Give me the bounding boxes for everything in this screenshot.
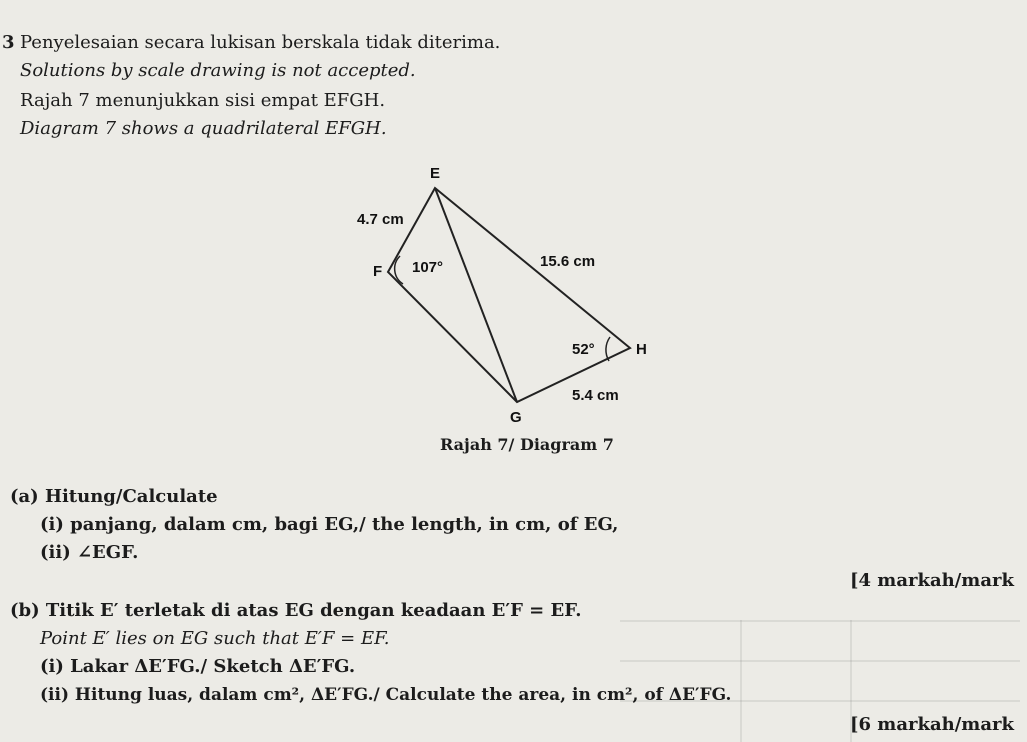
part-b-marks: [6 markah/mark [850, 714, 1014, 735]
bleed-text [650, 36, 654, 56]
diagonal-eg [435, 188, 517, 402]
instruction-en: Solutions by scale drawing is not accepted. [20, 60, 416, 81]
vertex-label-h: H [636, 341, 647, 358]
bleed-table-line [620, 660, 1020, 662]
length-label-ef: 4.7 cm [357, 211, 404, 228]
quadrilateral-efgh [388, 188, 630, 402]
quadrilateral-diagram [340, 160, 670, 440]
bleed-text [700, 62, 704, 82]
angle-label-f: 107° [412, 259, 444, 276]
intro-en: Diagram 7 shows a quadrilateral EFGH. [20, 118, 387, 139]
instruction-ms: Penyelesaian secara lukisan berskala tidak diterima. [20, 32, 501, 53]
vertex-label-g: G [510, 409, 522, 426]
question-number: 3 [2, 32, 15, 53]
length-label-eh: 15.6 cm [540, 253, 596, 270]
part-b-i: (i) Lakar ΔE′FG./ Sketch ΔE′FG. [40, 656, 356, 677]
length-label-gh: 5.4 cm [572, 387, 619, 404]
vertex-label-f: F [373, 263, 383, 280]
bleed-table-line [740, 620, 742, 742]
part-a-i: (i) panjang, dalam cm, bagi EG,/ the length, in cm, of EG, [40, 514, 619, 535]
part-a-label: (a) Hitung/Calculate [10, 486, 218, 507]
part-b-en: Point E′ lies on EG such that E′F = EF. [40, 628, 390, 649]
part-a-marks: [4 markah/mark [850, 570, 1014, 591]
part-b-ii: (ii) Hitung luas, dalam cm², ΔE′FG./ Calculate the area, in cm², of ΔE′FG. [40, 685, 732, 705]
angle-label-h: 52° [572, 341, 595, 358]
diagram-caption: Rajah 7/ Diagram 7 [440, 435, 614, 454]
vertex-label-e: E [430, 165, 441, 182]
intro-ms: Rajah 7 menunjukkan sisi empat EFGH. [20, 90, 386, 111]
bleed-table-line [620, 620, 1020, 622]
part-b-label: (b) Titik E′ terletak di atas EG dengan keadaan E′F = EF. [10, 600, 582, 621]
part-a-ii: (ii) ∠EGF. [40, 542, 139, 563]
